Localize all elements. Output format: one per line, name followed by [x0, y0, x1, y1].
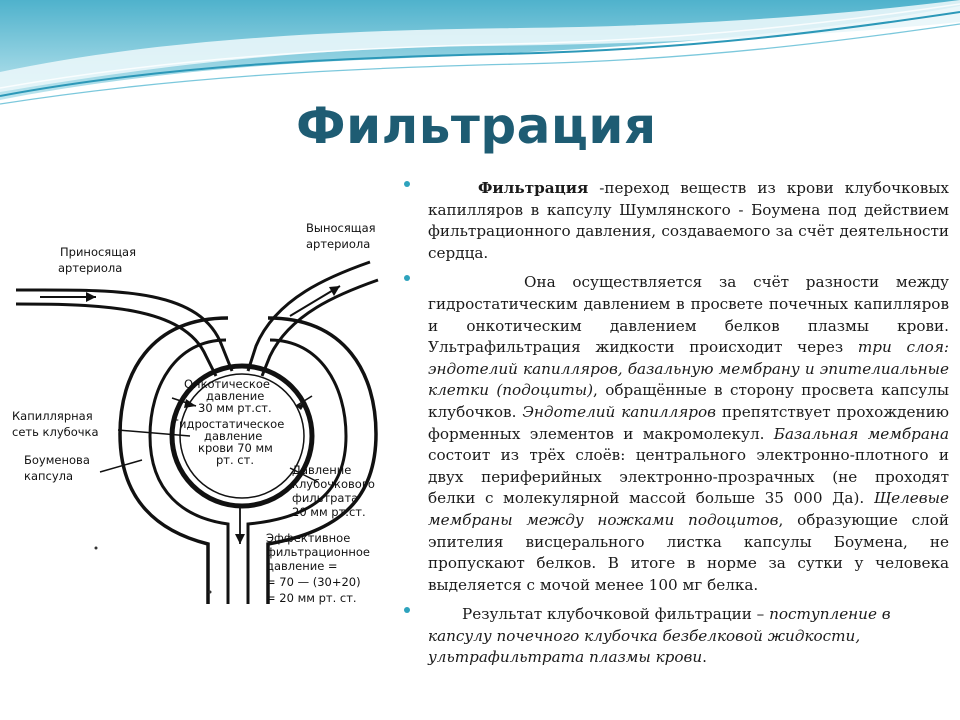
- filtrate-label-line1: Давление: [292, 463, 352, 477]
- slide-title: Фильтрация: [296, 97, 657, 155]
- filtrate-label-line4: 20 мм рт.ст.: [292, 505, 366, 519]
- three-layers-text: три слоя: эндотелий капилляров, базальную мембрану и эпителиальные клетки (подоциты): [428, 338, 949, 400]
- effective-label-line4: = 70 — (30+20): [266, 575, 361, 589]
- basement-membrane-term: Базальная мембрана: [773, 424, 949, 443]
- effective-label-line5: = 20 мм рт. ст.: [266, 591, 357, 605]
- afferent-label-line1: Приносящая: [60, 245, 137, 259]
- oncotic-label-line1: Онкотическое: [184, 377, 270, 391]
- term-filtration: Фильтрация: [478, 179, 589, 197]
- endothelium-term: Эндотелий капилляров: [522, 402, 717, 421]
- oncotic-label-line2: давление: [206, 389, 265, 403]
- definition-text: -переход веществ из крови клубочковых капилляров в капсулу Шумлянского - Боумена под действием фильтрационного давления, создаваемого за счёт деятельности сердца.: [428, 179, 949, 262]
- slit-membranes-term: Щелевые мембраны между ножками подоцитов: [428, 489, 949, 529]
- efferent-label-line1: Выносящая: [306, 221, 376, 235]
- bowman-label-line1: Боуменова: [24, 453, 90, 467]
- result-italic-text: поступление в капсулу почечного клубочка безбелковой жидкости, ультрафильтрата плазмы крови: [428, 605, 891, 667]
- result-text-1: Результат клубочковой фильтрации –: [462, 605, 770, 624]
- mechanism-text-5: , образующие слой эпителия висцерального листка капсулы Боумена, не пропускают белков. В итоге в норме за сутки у человека выделяется с мочой менее 100 мг белка.: [428, 510, 949, 594]
- body-text: [404, 178, 949, 677]
- bullet-dot-icon: [404, 181, 412, 189]
- hydrostatic-label-line2: давление: [204, 429, 263, 443]
- afferent-label-line2: артериола: [58, 261, 123, 275]
- glomerulus-diagram: [0, 206, 404, 636]
- bullet-dot-icon: [404, 275, 412, 283]
- result-text-2: .: [702, 648, 707, 667]
- capillary-label-line2: сеть клубочка: [12, 425, 99, 439]
- hydrostatic-label-line3: крови 70 мм: [198, 441, 273, 455]
- paragraph-definition: [404, 178, 949, 264]
- afferent-arteriole: [16, 290, 232, 371]
- mechanism-text-4: состоит из трёх слоёв: центрального электронно-плотного и двух периферийных электронно-прозрачных (не проходят белки с молекулярной массой больше 35 000 Да).: [428, 446, 949, 508]
- paragraph-result: [404, 604, 949, 669]
- hydrostatic-label-line4: рт. ст.: [216, 453, 254, 467]
- effective-label-line1: Эффективное: [266, 531, 351, 545]
- filtrate-label-line3: фильтрата: [292, 491, 359, 505]
- paragraph-mechanism: [404, 272, 949, 596]
- filtrate-label-line2: клубочкового: [292, 477, 375, 491]
- mechanism-text-1: Она осуществляется за счёт разности между гидростатическим давлением в просвете почечных капилляров и онкотическим давлением белков плазмы крови. Ультрафильтрация жидкости происходит через: [428, 273, 949, 357]
- hydrostatic-label-line1: Гидростатическое: [172, 417, 285, 431]
- mechanism-text-3: препятствует прохождению форменных элементов и макромолекул.: [428, 402, 949, 443]
- mechanism-text-2: , обращённые в сторону просвета капсулы клубочков.: [428, 381, 949, 421]
- effective-label-line3: давление =: [266, 559, 338, 573]
- capillary-label-line1: Капиллярная: [12, 409, 93, 423]
- bullet-dot-icon: [404, 607, 412, 615]
- oncotic-label-line3: 30 мм рт.ст.: [198, 401, 272, 415]
- efferent-label-line2: артериола: [306, 237, 371, 251]
- effective-label-line2: фильтрационное: [266, 545, 370, 559]
- bowman-label-line2: капсула: [24, 469, 74, 483]
